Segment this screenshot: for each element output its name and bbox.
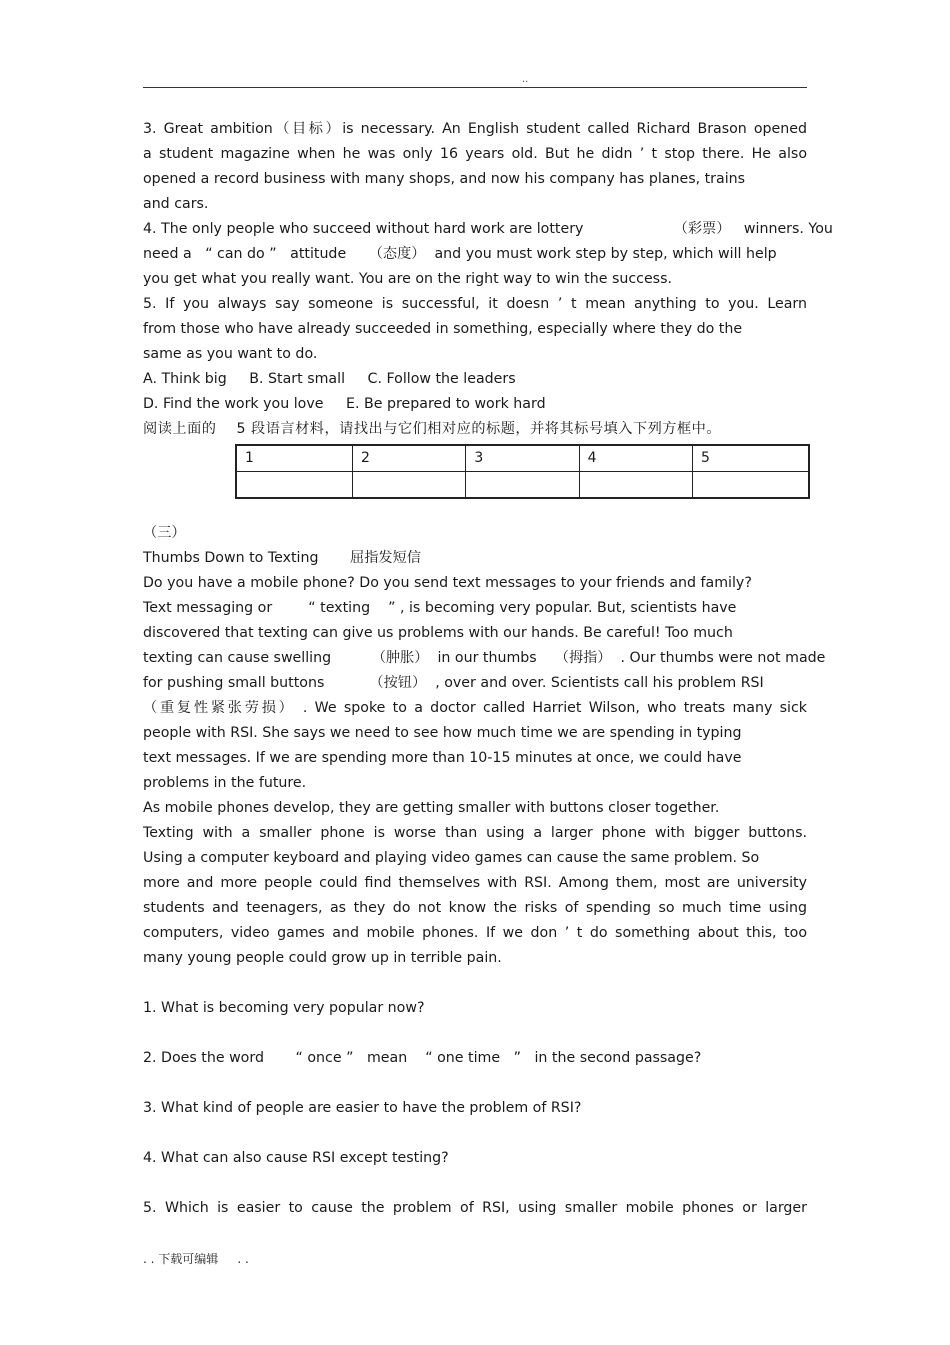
text-line: Texting with a smaller phone is worse than using a larger phone with bigger buttons.	[143, 825, 807, 841]
text-line: discovered that texting can give us problems with our hands. Be careful! Too much	[143, 625, 733, 641]
text-line: people with RSI. She says we need to see how much time we are spending in typing	[143, 725, 742, 741]
answer-table	[235, 444, 810, 499]
table-answer-row	[236, 472, 809, 499]
option-line: D. Find the work you love E. Be prepared to work hard	[143, 396, 546, 412]
option-line: A. Think big B. Start small C. Follow the leaders	[143, 371, 516, 387]
table-header-cell: 4	[579, 445, 692, 472]
passage-title: Thumbs Down to Texting 屈指发短信	[143, 550, 421, 566]
answer-cell[interactable]	[352, 472, 465, 499]
text-line: from those who have already succeeded in something, especially where they do the	[143, 321, 743, 337]
answer-cell[interactable]	[692, 472, 809, 499]
table-header-cell: 5	[692, 445, 809, 472]
text-line: opened a record business with many shops, and now his company has planes, trains	[143, 171, 746, 187]
text-line: Text messaging or “ texting ” , is becoming very popular. But, scientists have	[143, 600, 737, 616]
text-line: students and teenagers, as they do not know the risks of spending so much time using	[143, 900, 807, 916]
text-line: problems in the future.	[143, 775, 307, 791]
text-line: many young people could grow up in terrible pain.	[143, 950, 502, 966]
text-line: As mobile phones develop, they are getting smaller with buttons closer together.	[143, 800, 720, 816]
table-header-row	[236, 445, 809, 472]
header-rule	[143, 87, 807, 88]
text-line: 5. If you always say someone is successful, it doesn ’ t mean anything to you. Learn	[143, 296, 807, 312]
table-header-cell: 3	[466, 445, 579, 472]
answer-cell[interactable]	[466, 472, 579, 499]
text-line: you get what you really want. You are on the right way to win the success.	[143, 271, 672, 287]
instruction-text: 阅读上面的 5 段语言材料，请找出与它们相对应的标题，并将其标号填入下列方框中。	[143, 421, 722, 437]
question-line: 3. What kind of people are easier to have the problem of RSI?	[143, 1100, 582, 1116]
text-line: need a “ can do ” attitude （态度） and you must work step by step, which will help	[143, 246, 777, 262]
text-line: Do you have a mobile phone? Do you send text messages to your friends and family?	[143, 575, 752, 591]
text-line: and cars.	[143, 196, 209, 212]
question-line: 2. Does the word “ once ” mean “ one time ” in the second passage?	[143, 1050, 702, 1066]
answer-cell[interactable]	[579, 472, 692, 499]
text-line: more and more people could find themselves with RSI. Among them, most are university	[143, 875, 807, 891]
table-header-cell: 2	[352, 445, 465, 472]
text-line: computers, video games and mobile phones. If we don ’ t do something about this, too	[143, 925, 807, 941]
header-mark: ..	[522, 74, 529, 85]
question-line: 4. What can also cause RSI except testing?	[143, 1150, 449, 1166]
text-line: Using a computer keyboard and playing video games can cause the same problem. So	[143, 850, 760, 866]
text-line: （重复性紧张劳损） . We spoke to a doctor called Harriet Wilson, who treats many sick	[143, 700, 807, 716]
text-line: 3. Great ambition（目标）is necessary. An English student called Richard Brason opened	[143, 121, 807, 137]
page-content	[143, 117, 833, 1221]
text-line: text messages. If we are spending more than 10-15 minutes at once, we could have	[143, 750, 742, 766]
text-line: a student magazine when he was only 16 years old. But he didn ’ t stop there. He also	[143, 146, 807, 162]
text-line: texting can cause swelling （肿胀） in our thumbs （拇指） . Our thumbs were not made	[143, 650, 826, 666]
text-line: same as you want to do.	[143, 346, 318, 362]
answer-cell[interactable]	[236, 472, 352, 499]
section-label: （三）	[143, 525, 186, 541]
question-line: 1. What is becoming very popular now?	[143, 1000, 425, 1016]
page-footer: . . 下载可编辑 . .	[143, 1252, 249, 1266]
text-line: 4. The only people who succeed without hard work are lottery （彩票） winners. You	[143, 221, 833, 237]
text-line: for pushing small buttons （按钮） , over and over. Scientists call his problem RSI	[143, 675, 764, 691]
question-line: 5. Which is easier to cause the problem of RSI, using smaller mobile phones or larger	[143, 1200, 807, 1216]
table-header-cell: 1	[236, 445, 352, 472]
